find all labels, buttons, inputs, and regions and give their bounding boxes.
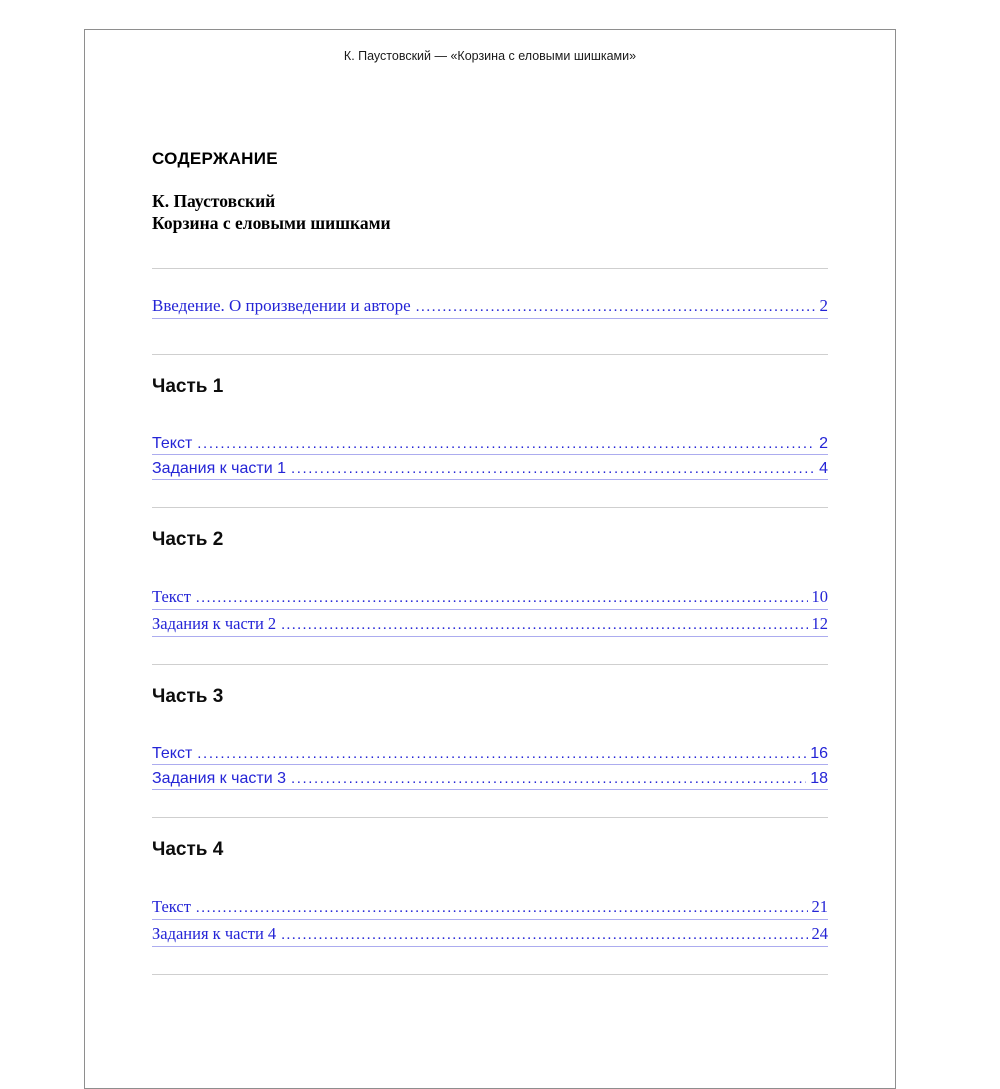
dot-leader [416, 296, 816, 318]
toc-section-part-4 [152, 817, 828, 947]
toc-link-part4-text[interactable] [152, 896, 828, 920]
running-header: К. Паустовский — «Корзина с еловыми шишками» [343, 49, 637, 63]
toc-link-part1-text[interactable] [152, 433, 828, 455]
toc-page-number: 2 [819, 296, 828, 315]
divider [152, 974, 828, 975]
toc-link-part3-tasks[interactable] [152, 768, 828, 790]
section-heading: Часть 2 [152, 529, 224, 550]
book-info [152, 190, 828, 234]
toc-page-number: 16 [810, 745, 828, 762]
toc-link-label: Введение. О произведении и авторе [152, 296, 411, 315]
toc-link-part4-tasks[interactable] [152, 923, 828, 947]
toc-link-label: Текст [152, 745, 193, 762]
toc-page-number: 21 [811, 897, 828, 916]
dot-leader [291, 768, 806, 789]
section-rows [152, 743, 828, 790]
section-rows [152, 896, 828, 947]
toc-link-label: Задания к части 2 [152, 614, 277, 633]
toc-link-part2-tasks[interactable] [152, 613, 828, 637]
section-rows [152, 433, 828, 480]
divider [152, 268, 828, 269]
toc-link-label: Текст [152, 435, 193, 452]
dot-leader [197, 433, 815, 454]
toc-section-part-3 [152, 664, 828, 790]
toc-page-number: 12 [811, 614, 828, 633]
toc-page-number: 2 [819, 435, 828, 452]
toc-section-part-1 [152, 354, 828, 480]
section-heading: Часть 4 [152, 839, 224, 860]
toc-link-label: Задания к части 1 [152, 460, 286, 477]
toc-page-number: 24 [811, 924, 828, 943]
toc-page-number: 10 [811, 587, 828, 606]
toc-page-number: 18 [810, 770, 828, 787]
document-page [84, 29, 896, 1089]
toc-content [85, 149, 895, 975]
dot-leader [196, 898, 808, 919]
toc-section-part-2 [152, 507, 828, 637]
dot-leader [197, 743, 806, 764]
toc-link-introduction[interactable] [152, 295, 828, 319]
toc-link-label: Текст [152, 897, 191, 916]
toc-link-part2-text[interactable] [152, 586, 828, 610]
dot-leader [281, 925, 807, 946]
toc-page-number: 4 [819, 460, 828, 477]
dot-leader [291, 458, 815, 479]
toc-link-label: Текст [152, 587, 191, 606]
book-title: Корзина с еловыми шишками [152, 213, 391, 233]
toc-link-part3-text[interactable] [152, 743, 828, 765]
toc-link-label: Задания к части 3 [152, 770, 286, 787]
book-author: К. Паустовский [152, 191, 276, 211]
toc-title: СОДЕРЖАНИЕ [152, 149, 278, 168]
dot-leader [196, 588, 808, 609]
section-heading: Часть 3 [152, 686, 224, 707]
section-heading: Часть 1 [152, 376, 224, 397]
toc-link-label: Задания к части 4 [152, 924, 277, 943]
dot-leader [281, 615, 807, 636]
section-rows [152, 586, 828, 637]
toc-link-part1-tasks[interactable] [152, 458, 828, 480]
